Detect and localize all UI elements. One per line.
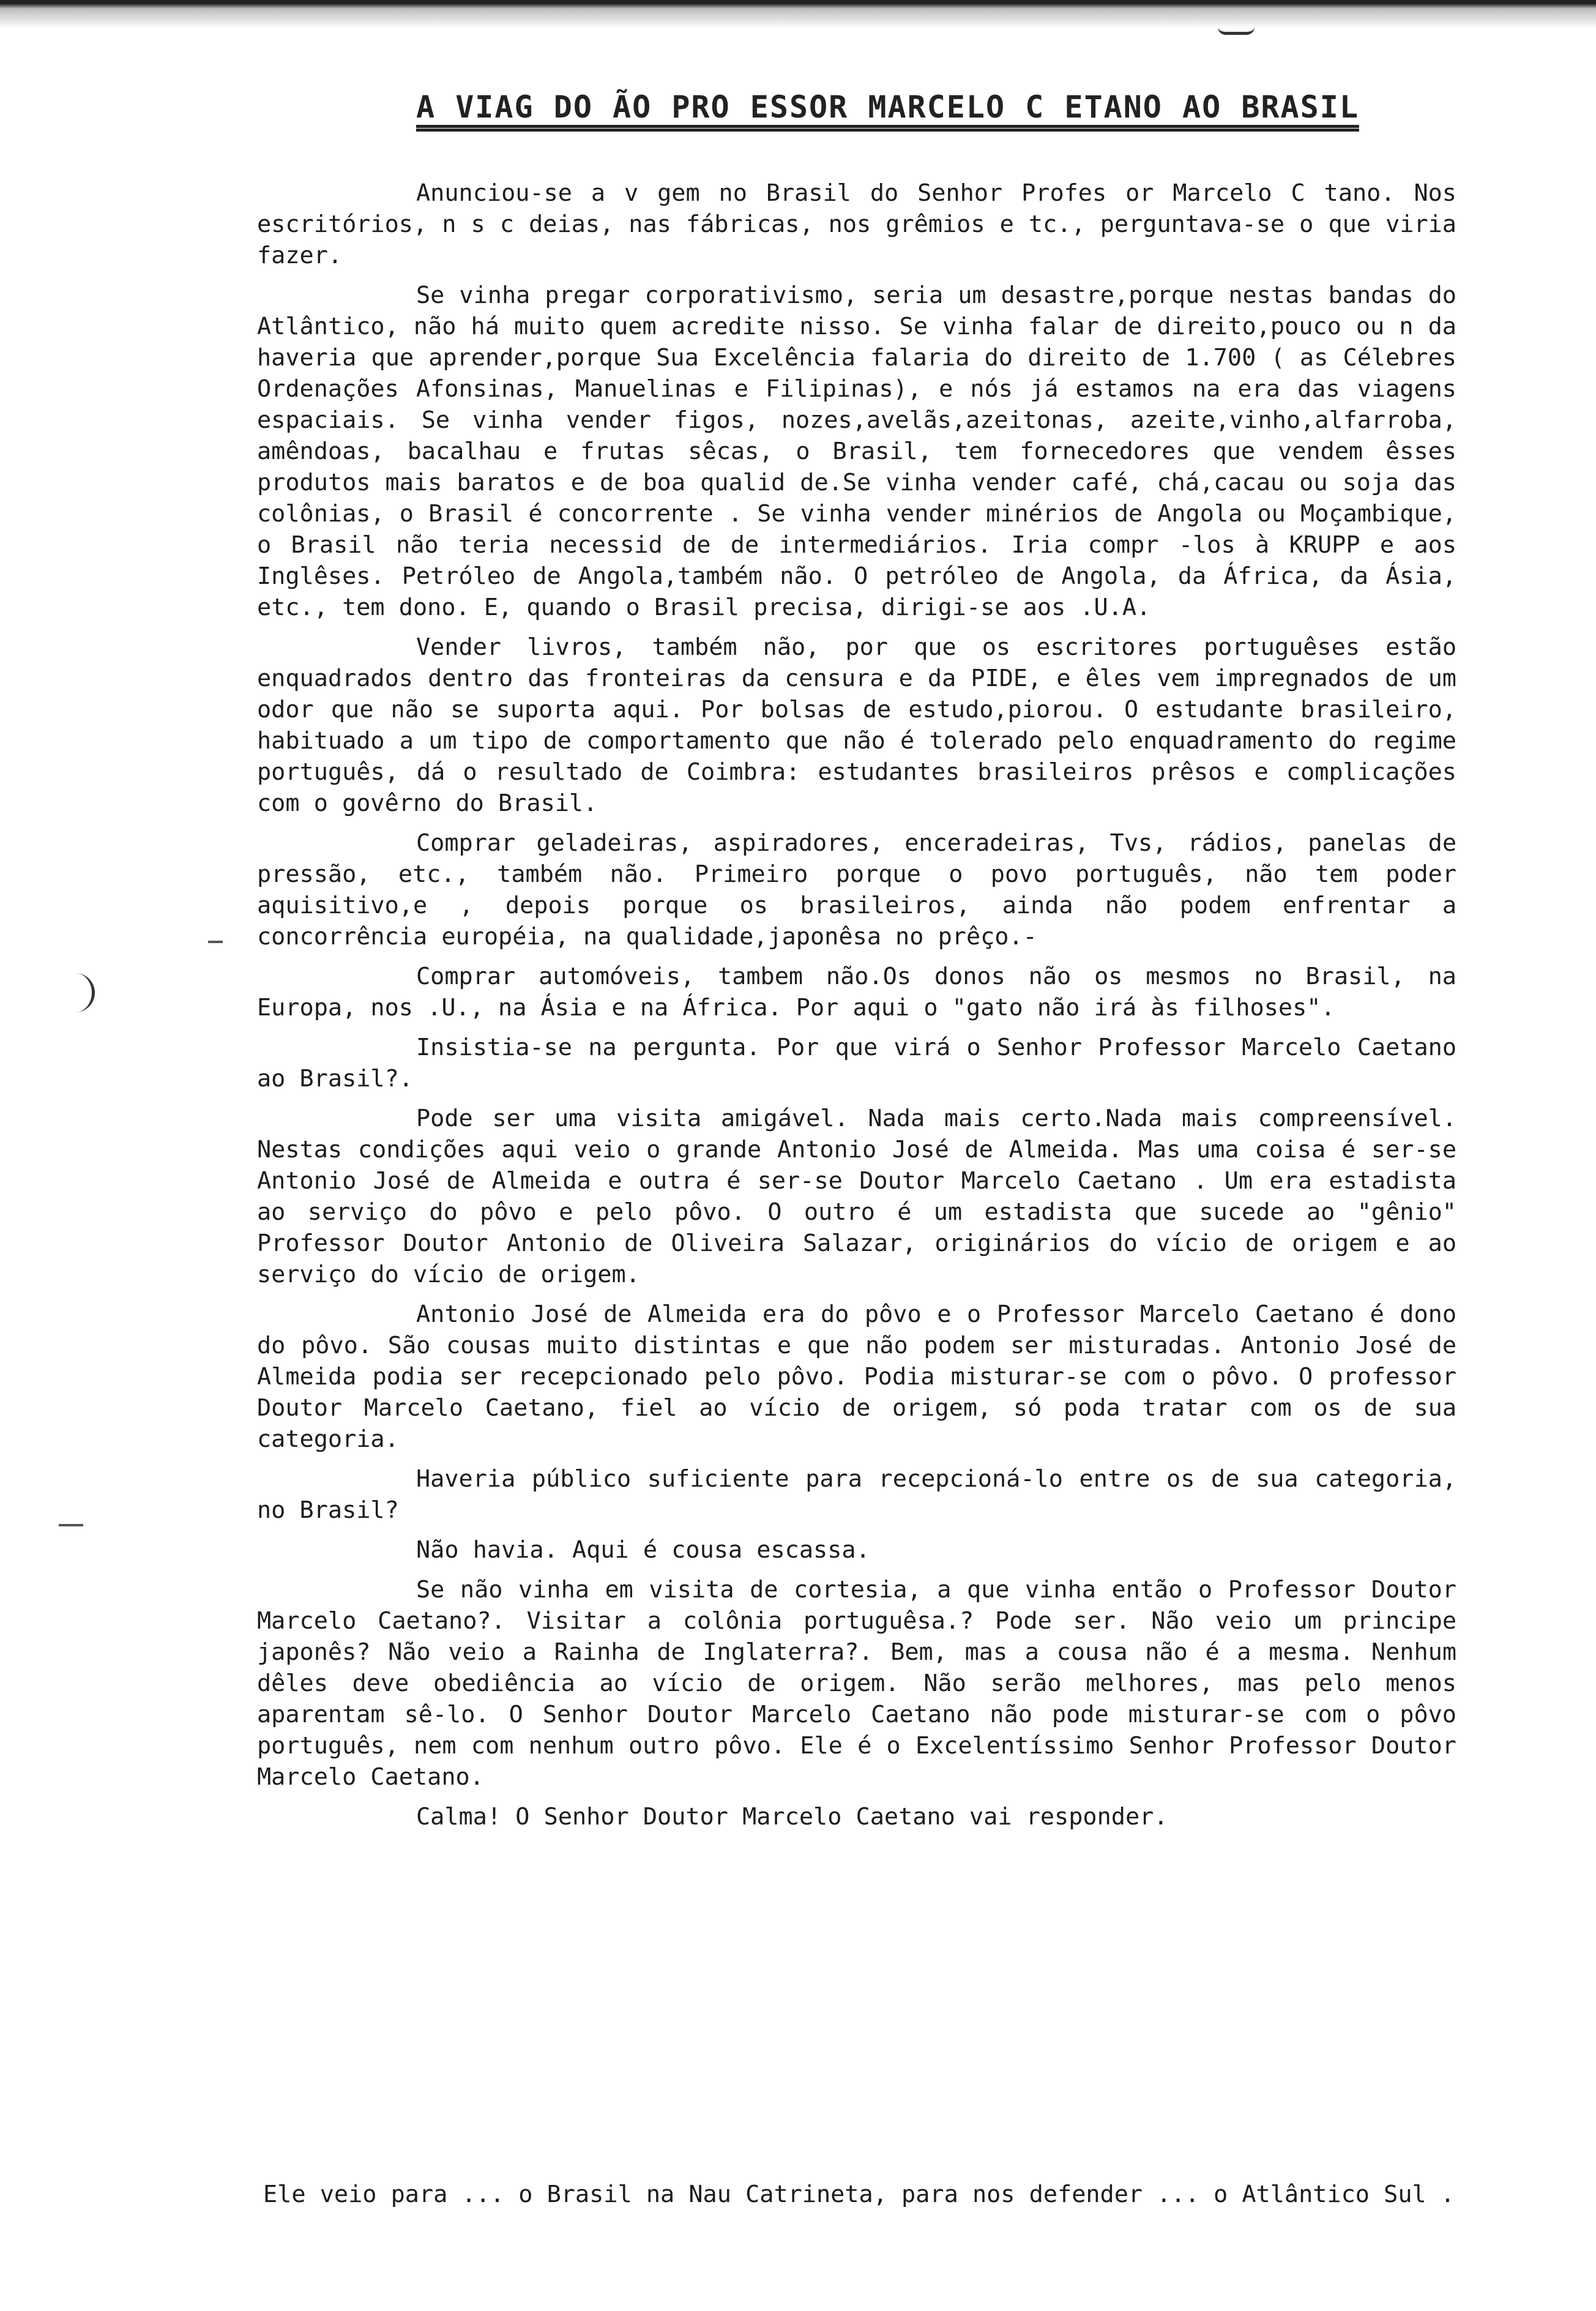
paragraph: Comprar automóveis, tambem não.Os donos não os mesmos no Brasil, na Europa, nos .U., na Ásia e na África. Por aqui o "gato não irá às filhoses". <box>257 963 1456 1021</box>
paragraph: Comprar geladeiras, aspiradores, enceradeiras, Tvs, rádios, panelas de pressão, etc., também não. Primeiro porque o povo português, não tem poder aquisitivo,e , depois porque os brasileiros, ainda não podem enfrentar a concorrência européia, na qualidade,japonêsa no prêço.- <box>257 829 1456 950</box>
paragraph: Não havia. Aqui é cousa escassa. <box>416 1536 870 1564</box>
paragraph: Pode ser uma visita amigável. Nada mais certo.Nada mais compreensível. Nestas condições aqui veio o grande Antonio José de Almeida. Mas uma coisa é ser-se Antonio José de Almeida e outra é ser-se Doutor Marcelo Caetano . Um era estadista ao serviço do pôvo e pelo pôvo. O outro é um estadista que sucede ao "gênio" Professor Doutor Antonio de Oliveira Salazar, originários do vício de origem e ao serviço do vício de origem. <box>257 1105 1456 1288</box>
paragraph: Se vinha pregar corporativismo, seria um desastre,porque nestas bandas do Atlântico, não há muito quem acredite nisso. Se vinha falar de direito,pouco ou n da haveria que aprender,porque Sua Excelência falaria do direito de 1.700 ( as Célebres Ordenações Afonsinas, Manuelinas e Filipinas), e nós já estamos na era das viagens espaciais. Se vinha vender figos, nozes,avelãs,azeitonas, azeite,vinho,alfarroba, amêndoas, bacalhau e frutas sêcas, o Brasil, tem fornecedores que vendem êsses produtos mais baratos e de boa qualid de.Se vinha vender café, chá,cacau ou soja das colônias, o Brasil é concorrente . Se vinha vender minérios de Angola ou Moçambique, o Brasil não teria necessid de de intermediários. Iria compr -los à KRUPP e aos Inglêses. Petróleo de Angola,também não. O petróleo de Angola, da África, da Ásia, etc., tem dono. E, quando o Brasil precisa, dirigi-se aos .U.A. <box>257 282 1456 621</box>
punch-hole-mark <box>71 973 95 1012</box>
closing-section <box>202 2179 1456 2210</box>
paragraph: Haveria público suficiente para recepcioná-lo entre os de sua categoria, no Brasil? <box>257 1465 1456 1524</box>
paragraph: Calma! O Senhor Doutor Marcelo Caetano vai responder. <box>416 1803 1168 1831</box>
scan-top-edge <box>0 0 1596 28</box>
paragraph: Se não vinha em visita de cortesia, a que vinha então o Professor Doutor Marcelo Caetano?. Visitar a colônia portuguêsa.? Pode ser. Não veio um principe japonês? Não veio a Rainha de Inglaterra?. Bem, mas a cousa não é a mesma. Nenhum dêles deve obediência ao vício de origem. Não serão melhores, mas pelo menos aparentam sê-lo. O Senhor Doutor Marcelo Caetano não pode misturar-se com o pôvo português, nem com nenhum outro pôvo. Ele é o Excelentíssimo Senhor Professor Doutor Marcelo Caetano. <box>257 1576 1456 1791</box>
paragraph: Antonio José de Almeida era do pôvo e o Professor Marcelo Caetano é dono do pôvo. São cousas muito distintas e que não podem ser misturadas. Antonio José de Almeida podia ser recepcionado pelo pôvo. Podia misturar-se com o pôvo. O professor Doutor Marcelo Caetano, fiel ao vício de origem, só poda tratar com os de sua categoria. <box>257 1301 1456 1453</box>
document-title: A VIAG DO ÃO PRO ESSOR MARCELO C ETANO AO BRASIL <box>416 89 1359 125</box>
scan-mark <box>1218 27 1255 35</box>
margin-mark <box>59 1524 83 1526</box>
margin-mark <box>208 941 223 943</box>
paragraph: Vender livros, também não, por que os escritores portuguêses estão enquadrados dentro das fronteiras da censura e da PIDE, e êles vem impregnados de um odor que não se suporta aqui. Por bolsas de estudo,piorou. O estudante brasileiro, habituado a um tipo de comportamento que não é tolerado pelo enquadramento do regime português, dá o resultado de Coimbra: estudantes brasileiros prêsos e complicações com o govêrno do Brasil. <box>257 633 1456 817</box>
paragraph: Insistia-se na pergunta. Por que virá o Senhor Professor Marcelo Caetano ao Brasil?. <box>257 1034 1456 1092</box>
closing-paragraph: Ele veio para ... o Brasil na Nau Catrineta, para nos defender ... o Atlântico Sul . <box>263 2181 1455 2208</box>
paragraph: Anunciou-se a v gem no Brasil do Senhor Profes or Marcelo C tano. Nos escritórios, n s c deias, nas fábricas, nos grêmios e tc., perguntava-se o que viria fazer. <box>257 179 1456 269</box>
document-body <box>257 177 1456 1841</box>
